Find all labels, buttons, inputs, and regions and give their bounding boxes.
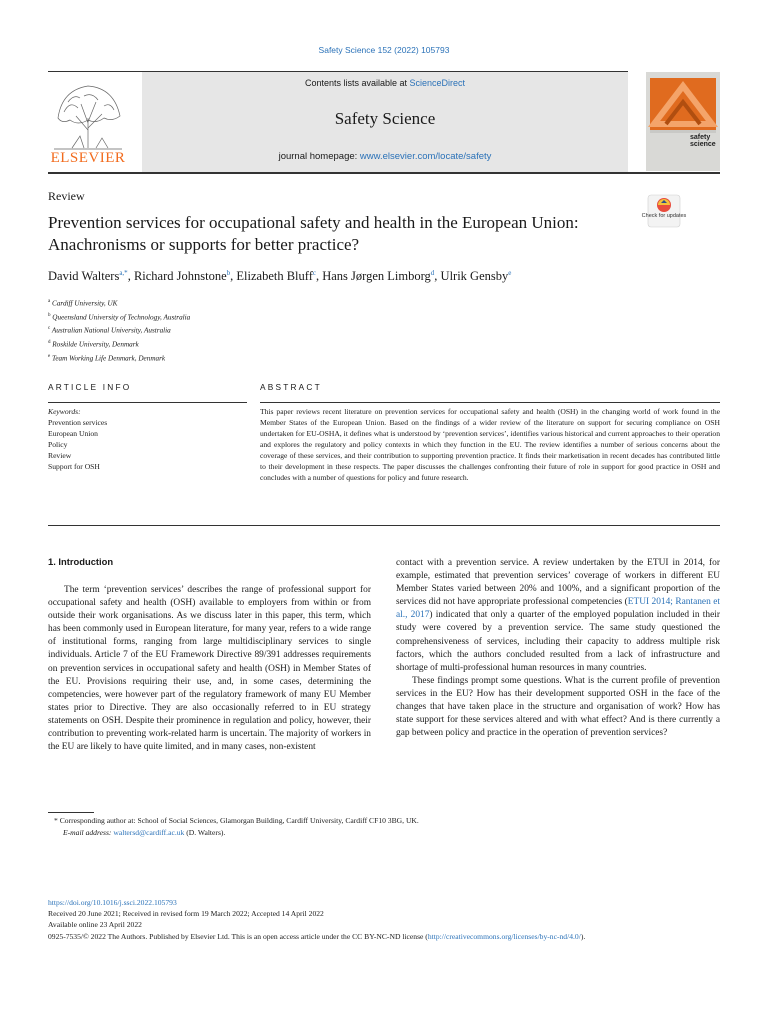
license-suffix: ). [580,931,586,941]
paragraph-text: contact with a prevention service. A review undertaken by the ETUI in 2014, for example, estimated that prevention services’ coverage of workers in different EU Member States varied between 20% and 100%, and a significant proportion of the services did not have appropriate professional competencies ( [396,558,720,608]
author-name[interactable]: Hans Jørgen Limborg [322,269,431,284]
author-marks: b [226,269,231,277]
abstract-heading: ABSTRACT [260,382,322,392]
abstract-text: This paper reviews recent literature on prevention services for occupational safety and health (OSH) in the changing world of work found in the Member States of the European Union. Based on the findings of a wider review of the literature on support for securing compliance on OSH undertaken for EU-OSHA, it defines what is understood by ‘prevention services’, identifies various historical and current approaches to their operation and explores the regulatory and policy contexts in which they function in the EU. The review identifies a number of serious concerns about the coverage of these services, and their contribution to supporting prevention practice. It finds their marketisation in recent decades has contributed little to their development in these respects. The paper discusses the challenges confronting their future of role in support for good practice in OSH and concludes with a number of questions for policy and future research. [260,407,720,483]
journal-cover-image[interactable] [646,72,720,171]
author-separator: , [434,269,441,284]
affiliation-item [48,337,448,351]
keyword-item: Review [48,451,72,461]
author-marks: c [312,269,316,277]
keyword-item: Policy [48,440,68,450]
check-for-updates-icon[interactable] [647,194,681,228]
affiliation-mark: d [48,340,51,346]
author-separator: , [127,269,134,284]
footnote-line [54,815,674,827]
homepage-prefix: journal homepage: [278,151,360,162]
author-name[interactable]: Richard Johnstone [133,269,227,284]
cover-journal-name: safety science [690,134,716,148]
affiliation-item [48,323,448,337]
journal-title: Safety Science [334,109,436,128]
body-column-left [48,584,371,754]
elsevier-wordmark: ELSEVIER [50,150,126,166]
received-dates: Received 20 June 2021; Received in revised form 19 March 2022; Accepted 14 April 2022 [48,909,324,919]
footnote-email-line [54,827,674,839]
available-online: Available online 23 April 2022 [48,920,142,930]
article-metadata [48,897,720,942]
author-name[interactable]: Ulrik Gensby [440,269,509,284]
keyword-item: Prevention services [48,418,108,428]
license-text: 0925-7535/© 2022 The Authors. Published by Elsevier Ltd. This is an open access article under the CC BY-NC-ND license ( [48,931,428,941]
contents-prefix: Contents lists available at [304,78,410,88]
paragraph-text: ) indicated that only a quarter of the employed population included in their study were covered by a prevention service. The same study questioned the comprehensiveness of services, including their capacity to address multiple risk factors, which the authors concluded resulted from a lack of infrastructure and shortage of multi-professional human resources in many countries. [396,610,720,673]
affiliation-mark: e [48,353,51,359]
affiliation-item [48,310,448,324]
affiliation-item [48,296,448,310]
author-list [48,269,728,284]
affiliation-item [48,351,448,365]
affiliation-mark: c [48,326,51,332]
keywords-block [48,406,248,473]
affiliation-mark: a [48,299,51,304]
email-suffix: (D. Walters). [186,828,226,837]
author-email-link[interactable]: waltersd@cardiff.ac.uk [113,828,185,837]
citation-link[interactable]: ETUI 2014; Rantanen et al., 2017 [396,597,721,621]
author-marks: e [508,269,512,277]
author-separator: , [230,269,237,284]
abstract-rule [260,402,720,403]
affiliation-mark: b [48,312,51,318]
doi-link[interactable]: https://doi.org/10.1016/j.ssci.2022.105793 [48,898,177,907]
body-column-right [396,557,720,740]
journal-citation-link[interactable]: Safety Science 152 (2022) 105793 [318,45,450,55]
author-separator: , [315,269,323,284]
author-name[interactable]: Elizabeth Bluff [236,269,313,284]
journal-homepage-link[interactable]: www.elsevier.com/locate/safety [359,151,492,162]
keyword-item: Support for OSH [48,462,100,472]
author-name[interactable]: David Walters [48,269,120,284]
cover-artwork [646,72,720,171]
footnote-mark: * [54,816,58,825]
affiliation-list [48,296,448,364]
email-label: E-mail address: [63,828,112,837]
abstract-end-rule [48,525,720,526]
affiliation-text: Cardiff University, UK [52,299,118,308]
article-type: Review [48,189,85,203]
intro-paragraph-continued [396,557,720,675]
header-bottom-rule [48,172,720,174]
contents-line [142,78,628,88]
introduction-heading: 1. Introduction [48,556,114,567]
homepage-line [142,151,628,162]
license-link[interactable]: http://creativecommons.org/licenses/by-nc-nd/4.0/ [427,931,581,941]
affiliation-text: Team Working Life Denmark, Denmark [52,354,166,363]
article-info-heading: ARTICLE INFO [48,382,132,392]
check-for-updates-label: Check for updates [641,213,687,219]
author-marks: d [430,269,435,277]
keyword-item: European Union [48,429,98,439]
corresponding-author-footnote [54,815,674,839]
sciencedirect-link[interactable]: ScienceDirect [409,78,466,88]
article-info-rule [48,402,247,403]
affiliation-text: Roskilde University, Denmark [52,340,139,349]
author-marks: a,* [119,269,128,277]
keywords-label: Keywords: [48,407,81,416]
affiliation-text: Queensland University of Technology, Australia [52,313,191,322]
license-line [48,931,720,942]
intro-paragraph: These findings prompt some questions. What is the current profile of prevention services in the EU? How has their development supported OSH in the face of the changes that have taken place in the structure and organisation of work? How has state support for these services altered and with what effect? And is there currently a gap between policy and practice in the operation of prevention services? [396,675,720,739]
affiliation-text: Australian National University, Australia [51,326,171,335]
corresponding-address: Corresponding author at: School of Social Sciences, Glamorgan Building, Cardiff University, Cardiff CF10 3BG, UK. [59,816,419,825]
intro-paragraph: The term ‘prevention services’ describes the range of professional support for occupational safety and health (OSH) available to employers from within or from outside their work organisations. As we discuss later in this paper, this term, which has been commonly used in European literature, for many year, refers to a wide range of institutional forms, ranging from large multidisciplinary services to single individuals. Article 7 of the EU Framework Directive 89/391 addresses requirements on prevention services in occupational safety and health (OSH) in Member States of the EU. Provisions requiring their use, and, in some cases, determining the competencies, were however part of the regulatory framework of many EU Member states prior to Directive. They are also occasionally referred to in EU strategy statements on OSH. Despite their prominence in regulation and policy, however, their contribution to preventing work-related harm is uncertain. The majority of workers in the EU are likely to have quite limited, and in many cases, non-existent [48,585,371,753]
footnote-rule [48,812,94,813]
article-title: Prevention services for occupational safety and health in the European Union: Anachronisms or supports for better practice? [48,213,579,254]
